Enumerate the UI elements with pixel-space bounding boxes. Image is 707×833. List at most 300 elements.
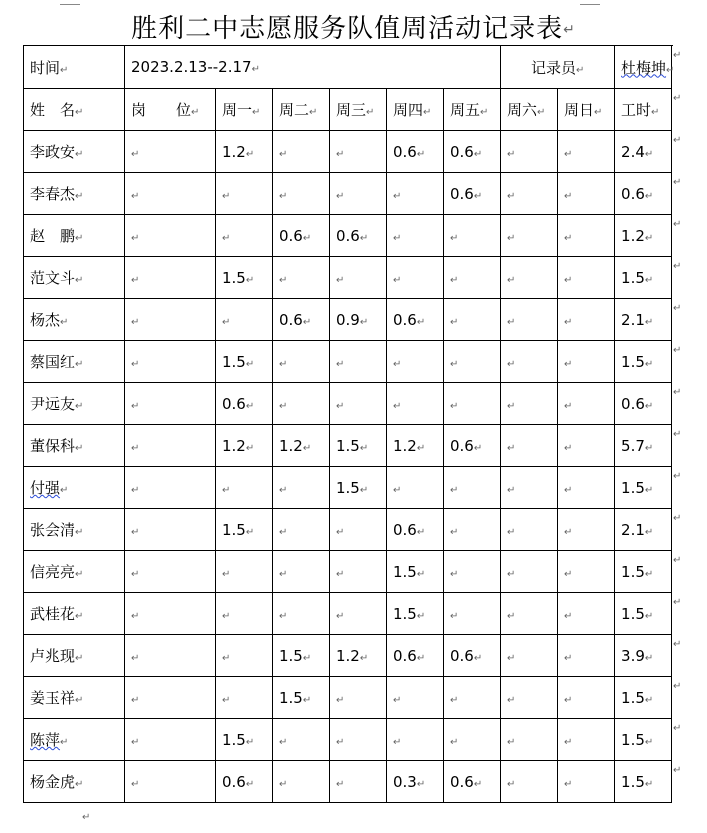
paragraph-mark-icon: ↵	[576, 64, 585, 76]
table-cell[interactable]	[444, 383, 501, 425]
table-cell[interactable]	[501, 509, 558, 551]
table-cell[interactable]	[387, 173, 444, 215]
paragraph-mark-icon: ↵	[75, 653, 84, 664]
header-cell[interactable]	[273, 89, 330, 131]
hours-cell[interactable]	[615, 509, 672, 551]
row-end-mark-icon: ↵	[673, 344, 682, 356]
paragraph-mark-icon: ↵	[393, 232, 402, 244]
table-cell[interactable]	[558, 257, 615, 299]
header-cell[interactable]	[24, 89, 125, 131]
table-cell[interactable]	[330, 719, 387, 761]
table-cell[interactable]	[125, 257, 216, 299]
table-cell[interactable]	[444, 341, 501, 383]
table-cell[interactable]	[387, 215, 444, 257]
paragraph-mark-icon: ↵	[75, 275, 84, 286]
table-cell[interactable]	[273, 467, 330, 509]
name-cell[interactable]	[24, 425, 125, 467]
paragraph-mark-icon: ↵	[252, 107, 261, 118]
table-cell[interactable]	[558, 383, 615, 425]
cell-value: 卢兆现	[30, 647, 76, 665]
paragraph-mark-icon: ↵	[450, 526, 459, 538]
table-cell[interactable]	[387, 425, 444, 467]
table-cell[interactable]	[501, 635, 558, 677]
hours-cell[interactable]	[615, 635, 672, 677]
paragraph-mark-icon: ↵	[507, 610, 516, 622]
table-cell[interactable]	[444, 425, 501, 467]
paragraph-mark-icon: ↵	[359, 484, 369, 496]
header-cell[interactable]	[125, 89, 216, 131]
paragraph-mark-icon: ↵	[644, 568, 654, 580]
cell-value: 1.2	[222, 142, 246, 161]
table-cell[interactable]	[330, 551, 387, 593]
paragraph-mark-icon: ↵	[644, 694, 654, 706]
cell-value: 1.5	[336, 478, 360, 497]
paragraph-mark-icon: ↵	[131, 316, 140, 328]
table-cell[interactable]	[558, 593, 615, 635]
paragraph-mark-icon: ↵	[416, 526, 426, 538]
paragraph-mark-icon: ↵	[131, 610, 140, 622]
table-cell[interactable]	[330, 257, 387, 299]
table-cell[interactable]	[330, 467, 387, 509]
paragraph-mark-icon: ↵	[450, 694, 459, 706]
table-cell[interactable]	[558, 509, 615, 551]
table-cell[interactable]	[330, 593, 387, 635]
table-cell[interactable]	[387, 593, 444, 635]
table-cell[interactable]	[558, 173, 615, 215]
table-cell[interactable]	[125, 593, 216, 635]
table-cell[interactable]	[125, 467, 216, 509]
table-cell[interactable]	[558, 635, 615, 677]
table-cell[interactable]	[216, 131, 273, 173]
name-cell[interactable]	[24, 257, 125, 299]
table-cell[interactable]	[216, 173, 273, 215]
table-cell[interactable]	[330, 677, 387, 719]
table-cell[interactable]	[216, 635, 273, 677]
volunteer-record-table	[23, 45, 675, 803]
table-cell[interactable]	[125, 173, 216, 215]
table-cell[interactable]	[444, 635, 501, 677]
table-cell[interactable]	[125, 509, 216, 551]
paragraph-mark-icon: ↵	[644, 190, 654, 202]
table-cell[interactable]	[273, 593, 330, 635]
table-cell[interactable]	[125, 761, 216, 803]
paragraph-mark-icon: ↵	[131, 442, 140, 454]
table-cell[interactable]	[330, 425, 387, 467]
row-end-mark-icon: ↵	[673, 722, 682, 734]
paragraph-mark-icon: ↵	[564, 442, 573, 454]
header-label: 周六	[507, 101, 538, 119]
name-cell[interactable]	[24, 509, 125, 551]
table-cell[interactable]	[444, 509, 501, 551]
table-cell[interactable]	[125, 299, 216, 341]
paragraph-mark-icon: ↵	[245, 148, 255, 160]
paragraph-mark-icon: ↵	[279, 400, 288, 412]
table-cell[interactable]	[444, 593, 501, 635]
table-cell[interactable]	[387, 719, 444, 761]
table-row	[24, 425, 672, 467]
table-cell[interactable]	[444, 719, 501, 761]
name-cell[interactable]	[24, 299, 125, 341]
table-cell[interactable]	[216, 467, 273, 509]
table-cell[interactable]	[330, 215, 387, 257]
table-cell[interactable]	[501, 215, 558, 257]
table-cell[interactable]	[216, 425, 273, 467]
row-end-mark-icon: ↵	[673, 680, 682, 692]
table-cell[interactable]	[330, 131, 387, 173]
document-title[interactable]	[0, 8, 707, 45]
cell-value: 0.6	[279, 310, 303, 329]
table-cell[interactable]	[501, 551, 558, 593]
cell-value: 0.6	[279, 226, 303, 245]
paragraph-mark-icon: ↵	[279, 778, 288, 790]
hours-cell[interactable]	[615, 173, 672, 215]
table-cell[interactable]	[501, 677, 558, 719]
row-end-mark-icon: ↵	[673, 470, 682, 482]
table-cell[interactable]	[273, 509, 330, 551]
table-cell[interactable]	[558, 299, 615, 341]
table-cell[interactable]	[387, 383, 444, 425]
paragraph-mark-icon: ↵	[507, 400, 516, 412]
paragraph-mark-icon: ↵	[131, 778, 140, 790]
table-cell[interactable]	[216, 761, 273, 803]
table-cell[interactable]	[558, 341, 615, 383]
table-cell[interactable]	[558, 719, 615, 761]
paragraph-mark-icon: ↵	[564, 400, 573, 412]
table-row	[24, 635, 672, 677]
paragraph-mark-icon: ↵	[245, 358, 255, 370]
name-cell[interactable]	[24, 677, 125, 719]
hours-cell[interactable]	[615, 131, 672, 173]
paragraph-mark-icon: ↵	[131, 652, 140, 664]
cell-value: 1.5	[336, 436, 360, 455]
table-cell[interactable]	[330, 509, 387, 551]
table-cell[interactable]	[125, 635, 216, 677]
table-cell[interactable]	[444, 677, 501, 719]
header-cell[interactable]	[558, 89, 615, 131]
cell-value: 2.1	[621, 520, 645, 539]
paragraph-mark-icon: ↵	[75, 149, 84, 160]
hours-cell[interactable]	[615, 215, 672, 257]
paragraph-mark-icon: ↵	[564, 652, 573, 664]
table-cell[interactable]	[387, 761, 444, 803]
paragraph-mark-icon: ↵	[131, 484, 140, 496]
hours-cell[interactable]	[615, 761, 672, 803]
paragraph-mark-icon: ↵	[416, 148, 426, 160]
paragraph-mark-icon: ↵	[75, 569, 84, 580]
row-end-mark-icon: ↵	[673, 218, 682, 230]
paragraph-mark-icon: ↵	[564, 148, 573, 160]
table-cell[interactable]	[387, 635, 444, 677]
header-label: 周五	[450, 101, 481, 119]
table-cell[interactable]	[501, 467, 558, 509]
paragraph-mark-icon: ↵	[222, 484, 231, 496]
cell-value: 1.5	[222, 730, 246, 749]
hours-cell[interactable]	[615, 383, 672, 425]
table-cell[interactable]	[330, 761, 387, 803]
time-value-cell[interactable]	[125, 46, 501, 89]
table-cell[interactable]	[216, 383, 273, 425]
table-row	[24, 593, 672, 635]
paragraph-mark-icon: ↵	[75, 779, 84, 790]
header-cell[interactable]	[387, 89, 444, 131]
header-cell[interactable]	[330, 89, 387, 131]
hours-cell[interactable]	[615, 299, 672, 341]
table-cell[interactable]	[273, 299, 330, 341]
cell-value: 1.5	[393, 562, 417, 581]
name-cell[interactable]	[24, 341, 125, 383]
cell-value: 范文斗	[30, 269, 76, 287]
header-cell[interactable]	[501, 89, 558, 131]
cell-value: 信亮亮	[30, 563, 76, 581]
paragraph-mark-icon: ↵	[563, 22, 576, 38]
table-cell[interactable]	[273, 761, 330, 803]
name-cell[interactable]	[24, 383, 125, 425]
paragraph-mark-icon: ↵	[564, 316, 573, 328]
paragraph-mark-icon: ↵	[75, 233, 84, 244]
table-cell[interactable]	[501, 341, 558, 383]
table-cell[interactable]	[387, 551, 444, 593]
paragraph-mark-icon: ↵	[131, 190, 140, 202]
table-cell[interactable]	[273, 425, 330, 467]
paragraph-mark-icon: ↵	[416, 568, 426, 580]
name-cell[interactable]	[24, 131, 125, 173]
cell-value: 0.6	[393, 520, 417, 539]
paragraph-mark-icon: ↵	[644, 232, 654, 244]
table-cell[interactable]	[387, 509, 444, 551]
name-cell[interactable]	[24, 593, 125, 635]
table-cell[interactable]	[216, 551, 273, 593]
header-cell[interactable]	[444, 89, 501, 131]
table-cell[interactable]	[125, 383, 216, 425]
paragraph-mark-icon: ↵	[222, 190, 231, 202]
paragraph-mark-icon: ↵	[644, 778, 654, 790]
table-cell[interactable]	[501, 383, 558, 425]
recorder-name-cell[interactable]	[615, 46, 675, 89]
table-cell[interactable]	[501, 257, 558, 299]
table-cell[interactable]	[125, 131, 216, 173]
paragraph-mark-icon: ↵	[393, 274, 402, 286]
name-cell[interactable]	[24, 173, 125, 215]
cell-value: 2.1	[621, 310, 645, 329]
table-cell[interactable]	[444, 299, 501, 341]
paragraph-mark-icon: ↵	[473, 442, 483, 454]
paragraph-mark-icon: ↵	[644, 148, 654, 160]
name-cell[interactable]	[24, 761, 125, 803]
table-cell[interactable]	[216, 299, 273, 341]
table-cell[interactable]	[501, 173, 558, 215]
paragraph-mark-icon: ↵	[644, 358, 654, 370]
cell-value: 0.6	[222, 772, 246, 791]
paragraph-mark-icon: ↵	[537, 107, 546, 118]
paragraph-mark-icon: ↵	[359, 652, 369, 664]
table-cell[interactable]	[387, 341, 444, 383]
table-cell[interactable]	[125, 425, 216, 467]
header-cell[interactable]	[216, 89, 273, 131]
hours-cell[interactable]	[615, 551, 672, 593]
paragraph-mark-icon: ↵	[450, 232, 459, 244]
paragraph-mark-icon: ↵	[507, 652, 516, 664]
paragraph-mark-icon: ↵	[393, 358, 402, 370]
name-cell[interactable]	[24, 467, 125, 509]
table-cell[interactable]	[558, 131, 615, 173]
table-cell[interactable]	[216, 341, 273, 383]
paragraph-mark-icon: ↵	[131, 274, 140, 286]
table-cell[interactable]	[273, 719, 330, 761]
paragraph-mark-icon: ↵	[416, 610, 426, 622]
hours-cell[interactable]	[615, 257, 672, 299]
paragraph-mark-icon: ↵	[336, 610, 345, 622]
table-cell[interactable]	[444, 761, 501, 803]
paragraph-mark-icon: ↵	[507, 274, 516, 286]
table-cell[interactable]	[558, 215, 615, 257]
hours-cell[interactable]	[615, 593, 672, 635]
table-cell[interactable]	[387, 131, 444, 173]
paragraph-mark-icon: ↵	[507, 148, 516, 160]
table-cell[interactable]	[125, 677, 216, 719]
cell-value: 1.5	[279, 688, 303, 707]
table-cell[interactable]	[501, 593, 558, 635]
paragraph-mark-icon: ↵	[507, 694, 516, 706]
table-cell[interactable]	[330, 341, 387, 383]
name-cell[interactable]	[24, 215, 125, 257]
table-row	[24, 761, 672, 803]
paragraph-mark-icon: ↵	[564, 190, 573, 202]
cell-value: 1.5	[621, 604, 645, 623]
name-cell[interactable]	[24, 551, 125, 593]
table-cell[interactable]	[387, 257, 444, 299]
header-cell[interactable]	[615, 89, 672, 131]
table-cell[interactable]	[501, 299, 558, 341]
table-cell[interactable]	[558, 425, 615, 467]
paragraph-mark-icon: ↵	[336, 736, 345, 748]
table-cell[interactable]	[501, 719, 558, 761]
table-row	[24, 173, 672, 215]
row-end-mark-icon: ↵	[673, 134, 682, 146]
paragraph-mark-icon: ↵	[336, 778, 345, 790]
cell-value: 0.6	[450, 772, 474, 791]
table-cell[interactable]	[444, 131, 501, 173]
table-cell[interactable]	[558, 551, 615, 593]
header-label: 周一	[222, 101, 253, 119]
paragraph-mark-icon: ↵	[245, 442, 255, 454]
table-cell[interactable]	[330, 383, 387, 425]
table-cell[interactable]	[501, 761, 558, 803]
table-cell[interactable]	[330, 635, 387, 677]
table-cell[interactable]	[558, 761, 615, 803]
paragraph-mark-icon: ↵	[393, 484, 402, 496]
paragraph-mark-icon: ↵	[507, 526, 516, 538]
table-cell[interactable]	[273, 677, 330, 719]
cell-value: 0.6	[621, 184, 645, 203]
table-cell[interactable]	[273, 131, 330, 173]
header-label: 岗 位	[131, 101, 192, 119]
paragraph-mark-icon: ↵	[336, 274, 345, 286]
hours-cell[interactable]	[615, 425, 672, 467]
cell-value: 1.5	[621, 688, 645, 707]
table-cell[interactable]	[444, 467, 501, 509]
paragraph-mark-icon: ↵	[564, 484, 573, 496]
table-cell[interactable]	[444, 551, 501, 593]
recorder-label-cell[interactable]	[501, 46, 615, 89]
paragraph-mark-icon: ↵	[222, 232, 231, 244]
table-cell[interactable]	[125, 719, 216, 761]
table-cell[interactable]	[273, 635, 330, 677]
table-cell[interactable]	[444, 173, 501, 215]
hours-cell[interactable]	[615, 341, 672, 383]
table-cell[interactable]	[125, 551, 216, 593]
table-cell[interactable]	[330, 299, 387, 341]
hours-cell[interactable]	[615, 467, 672, 509]
cell-value: 0.6	[450, 184, 474, 203]
name-cell[interactable]	[24, 719, 125, 761]
time-value: 2023.2.13--2.17	[131, 58, 252, 76]
table-cell[interactable]	[273, 551, 330, 593]
paragraph-mark-icon: ↵	[336, 400, 345, 412]
table-cell[interactable]	[125, 341, 216, 383]
time-label-cell[interactable]	[24, 46, 125, 89]
paragraph-mark-icon: ↵	[245, 526, 255, 538]
paragraph-mark-icon: ↵	[245, 400, 255, 412]
table-cell[interactable]	[273, 173, 330, 215]
header-label: 周二	[279, 101, 310, 119]
table-cell[interactable]	[330, 173, 387, 215]
table-cell[interactable]	[273, 383, 330, 425]
table-cell[interactable]	[125, 215, 216, 257]
cell-value: 0.6	[621, 394, 645, 413]
table-row	[24, 467, 672, 509]
table-cell[interactable]	[501, 131, 558, 173]
table-cell[interactable]	[444, 215, 501, 257]
cell-value: 1.5	[621, 772, 645, 791]
paragraph-mark-icon: ↵	[564, 568, 573, 580]
paragraph-mark-icon: ↵	[393, 190, 402, 202]
table-cell[interactable]	[216, 509, 273, 551]
paragraph-mark-icon: ↵	[302, 442, 312, 454]
table-cell[interactable]	[558, 467, 615, 509]
row-end-mark-icon: ↵	[673, 49, 682, 61]
table-cell[interactable]	[216, 215, 273, 257]
paragraph-mark-icon: ↵	[60, 737, 69, 748]
table-cell[interactable]	[216, 257, 273, 299]
table-cell[interactable]	[501, 425, 558, 467]
table-cell[interactable]	[387, 467, 444, 509]
table-cell[interactable]	[216, 593, 273, 635]
table-cell[interactable]	[273, 215, 330, 257]
table-cell[interactable]	[387, 677, 444, 719]
table-cell[interactable]	[216, 677, 273, 719]
row-end-mark-icon: ↵	[673, 596, 682, 608]
table-cell[interactable]	[273, 257, 330, 299]
cell-value: 5.7	[621, 436, 645, 455]
hours-cell[interactable]	[615, 677, 672, 719]
name-cell[interactable]	[24, 635, 125, 677]
table-cell[interactable]	[387, 299, 444, 341]
paragraph-mark-icon: ↵	[359, 232, 369, 244]
paragraph-mark-icon: ↵	[644, 400, 654, 412]
paragraph-mark-icon: ↵	[75, 191, 84, 202]
paragraph-mark-icon: ↵	[245, 274, 255, 286]
table-cell[interactable]	[558, 677, 615, 719]
paragraph-mark-icon: ↵	[222, 610, 231, 622]
paragraph-mark-icon: ↵	[279, 610, 288, 622]
title-text: 胜利二中志愿服务队值周活动记录表	[131, 14, 564, 44]
table-cell[interactable]	[216, 719, 273, 761]
table-cell[interactable]	[273, 341, 330, 383]
hours-cell[interactable]	[615, 719, 672, 761]
paragraph-mark-icon: ↵	[75, 443, 84, 454]
table-cell[interactable]	[444, 257, 501, 299]
paragraph-mark-icon: ↵	[507, 484, 516, 496]
